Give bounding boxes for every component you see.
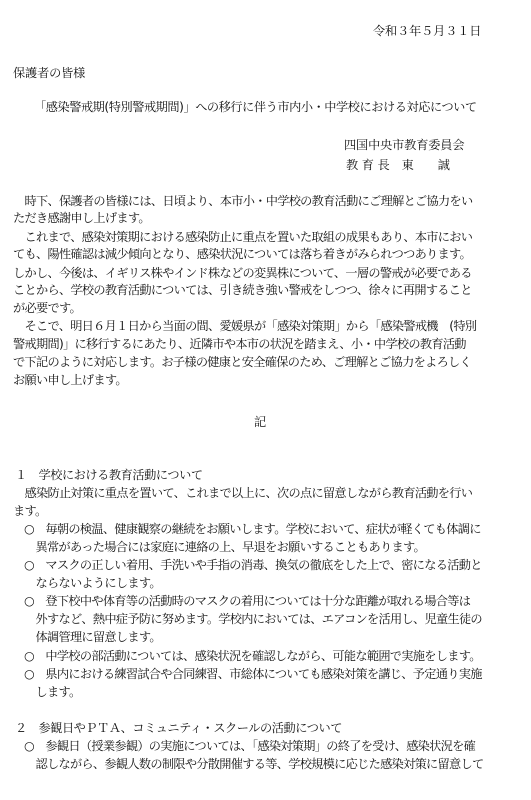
sender-name: 教 育 長 東 誠 bbox=[346, 158, 450, 172]
intro-line: が必要です。 bbox=[13, 301, 81, 315]
section-1-line: ○ 中学校の部活動については、感染状況を確認しながら、可能な範囲で実施をします。 bbox=[24, 649, 481, 663]
section-1-line: ます。 bbox=[13, 504, 47, 518]
intro-line: で下記のように対応します。お子様の健康と安全確保のため、ご理解とご協力をよろしく bbox=[13, 355, 472, 369]
document-date: 令和３年５月３１日 bbox=[373, 24, 482, 38]
intro-line: 時下、保護者の皆様には、日頃より、本市小・中学校の教育活動にご理解とご協力をい bbox=[13, 194, 473, 208]
intro-line: しかし、今後は、イギリス株やインド株などの変異株について、一層の警戒が必要である bbox=[13, 266, 472, 280]
section-1-line: します。 bbox=[24, 685, 81, 699]
document-title: 「感染警戒期(特別警戒期間)」への移行に伴う市内小・中学校における対応について bbox=[34, 100, 477, 114]
ki-marker: 記 bbox=[254, 415, 267, 429]
section-2-line: ○ 参観日（授業参観）の実施については、「感染対策期」の終了を受け、感染状況を確 bbox=[24, 739, 476, 753]
section-2-line: 認しながら、参観人数の制限や分散開催する等、学校規模に応じた感染対策に留意して bbox=[24, 757, 484, 771]
intro-line: 警戒期間)」に移行するにあたり、近隣市や本市の状況を踏まえ、小・中学校の教育活動 bbox=[13, 337, 466, 351]
sender-organization: 四国中央市教育委員会 bbox=[344, 138, 465, 152]
section-1-line: ○ 毎朝の検温、健康観察の継続をお願いします。学校において、症状が軽くても体調に bbox=[24, 522, 481, 536]
section-1-line: 感染防止対策に重点を置いて、これまで以上に、次の点に留意しながら教育活動を行い bbox=[13, 486, 473, 500]
intro-line: これまで、感染対策期における感染防止に重点を置いた取組の成果もあり、本市におい bbox=[13, 230, 473, 244]
section-1-line: ○ 県内における練習試合や合同練習、市総体についても感染対策を講じ、予定通り実施 bbox=[24, 667, 482, 681]
intro-line: ても、陽性確認は減少傾向となり、感染状況については落ち着きがみられつつあります。 bbox=[13, 247, 472, 261]
section-1-line: 異常があった場合には家庭に連絡の上、早退をお願いすることもあります。 bbox=[24, 540, 425, 554]
section-2-heading: ２ 参観日やＰＴＡ、コミュニティ・スクールの活動について bbox=[15, 721, 342, 735]
section-1-line: ○ マスクの正しい着用、手洗いや手指の消毒、換気の徹底をした上で、密になる活動と bbox=[24, 558, 482, 572]
intro-line: ただき感謝申し上げます。 bbox=[13, 211, 150, 225]
intro-line: ことから、学校の教育活動については、引き続き強い警戒をしつつ、徐々に再開すること bbox=[13, 283, 472, 297]
section-1-line: 外すなど、熱中症予防に努めます。学校内においては、エアコンを活用し、児童生徒の bbox=[24, 612, 482, 626]
section-1-line: ならないようにします。 bbox=[24, 576, 161, 590]
intro-line: そこで、明日６月１日から当面の間、愛媛県が「感染対策期」から「感染警戒機 (特別 bbox=[13, 319, 477, 333]
section-1-line: ○ 登下校中や体育等の活動時のマスクの着用については十分な距離が取れる場合等は bbox=[24, 594, 471, 608]
section-1-line: 体調管理に留意します。 bbox=[24, 630, 161, 644]
intro-line: お願い申し上げます。 bbox=[13, 373, 127, 387]
addressee: 保護者の皆様 bbox=[13, 66, 86, 80]
section-1-heading: １ 学校における教育活動について bbox=[15, 468, 203, 482]
